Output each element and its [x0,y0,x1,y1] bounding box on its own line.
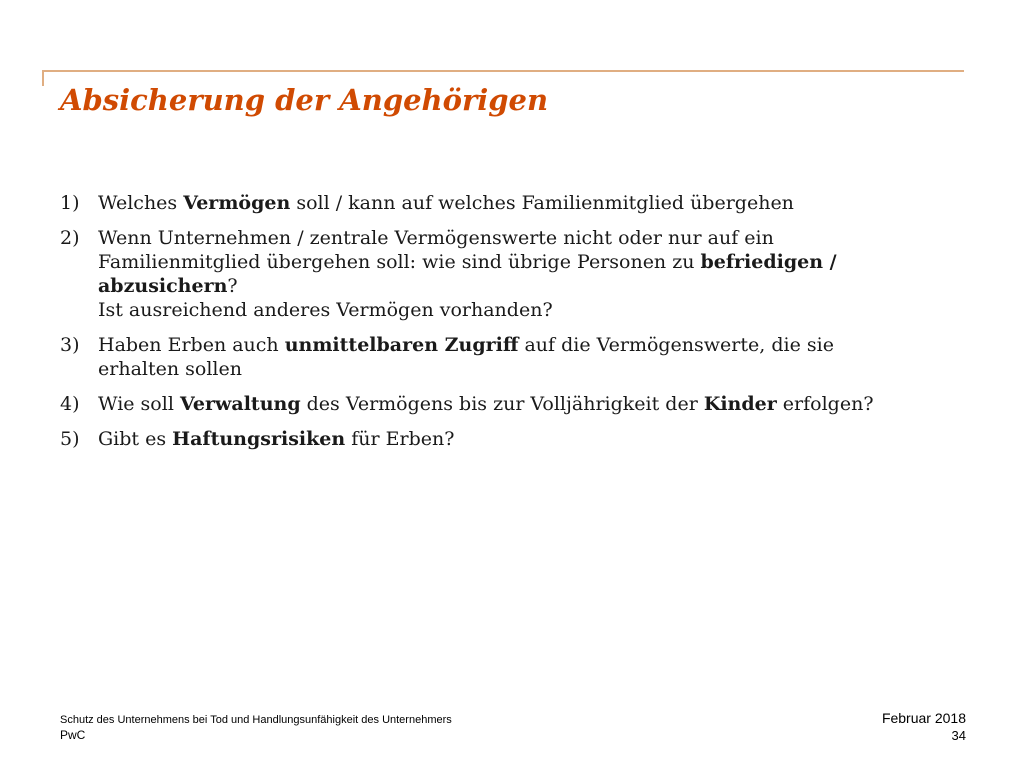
list-item-number: 4) [60,393,80,415]
title-frame-left-tick [42,70,44,86]
body-text: Wenn Unternehmen / zentrale Vermögenswerte nicht oder nur auf ein [98,227,774,249]
emphasized-text: Haftungsrisiken [172,428,346,450]
body-text: soll / kann auf welches Familienmitglied übergehen [290,192,794,214]
title-frame-top-line [42,70,964,72]
emphasized-text: befriedigen / [700,251,837,273]
list-item-line [98,392,960,416]
list-item-line [98,274,960,298]
body-text: auf die Vermögenswerte, die sie [518,334,834,356]
list-item-line [98,191,960,215]
question-list [60,191,960,462]
emphasized-text: unmittelbaren Zugriff [284,334,519,356]
body-text: Wie soll [98,393,180,415]
list-item-number: 5) [60,428,80,450]
body-text: des Vermögens bis zur Volljährigkeit der [300,393,704,415]
list-item-line [98,298,960,322]
footer-date: Februar 2018 [881,710,966,726]
list-item-line [98,333,960,357]
list-item [60,333,960,381]
body-text: erhalten sollen [98,358,242,380]
footer-subtitle: Schutz des Unternehmens bei Tod und Handlungsunfähigkeit des Unternehmers [60,714,452,726]
body-text: für Erben? [345,428,455,450]
body-text: Welches [98,192,184,214]
body-text: Familienmitglied übergehen soll: wie sind übrige Personen zu [98,251,701,273]
list-item-number: 2) [60,227,80,249]
list-item-line [98,427,960,451]
footer-page-number: 34 [951,728,966,743]
list-item-number: 1) [60,192,80,214]
list-item [60,226,960,322]
list-item-line [98,357,960,381]
list-item [60,392,960,416]
body-text: ? [227,275,238,297]
emphasized-text: abzusichern [98,275,228,297]
body-text: erfolgen? [776,393,874,415]
list-item [60,427,960,451]
body-text: Ist ausreichend anderes Vermögen vorhanden? [98,299,553,321]
list-item-line [98,226,960,250]
footer-company: PwC [60,728,86,742]
list-item-number: 3) [60,334,80,356]
body-text: Haben Erben auch [98,334,285,356]
list-item-line [98,250,960,274]
emphasized-text: Verwaltung [179,393,301,415]
list-item [60,191,960,215]
emphasized-text: Kinder [703,393,777,415]
body-text: Gibt es [98,428,173,450]
emphasized-text: Vermögen [183,192,291,214]
slide-title: Absicherung der Angehörigen [60,83,549,117]
